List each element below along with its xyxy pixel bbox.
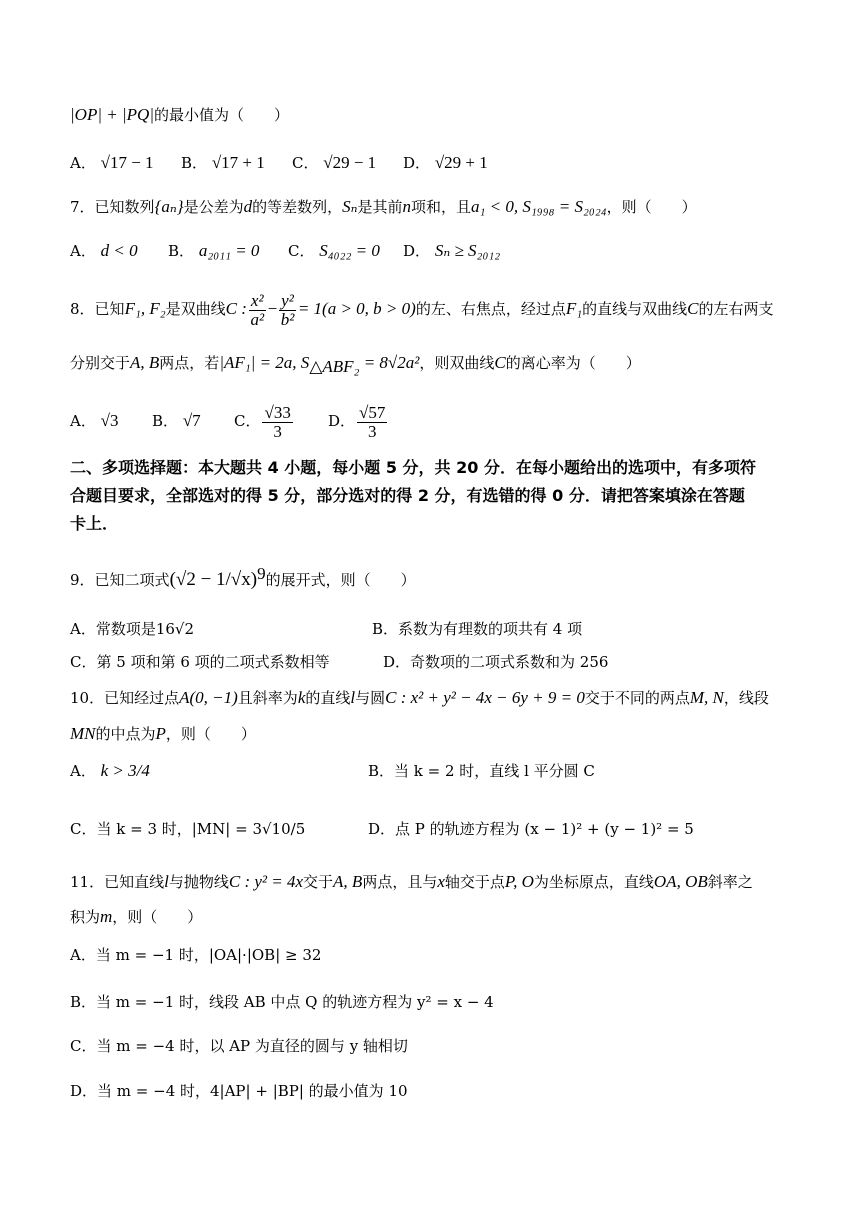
q9-option-a: A．常数项是16√2 [70, 620, 195, 638]
q8-option-b: B． √7 [152, 411, 201, 430]
q11-stem-line2: 积为m，则（ ） [70, 907, 203, 926]
q9-stem: 9．已知二项式$(√2 - 1/√x)^9$的展开式，则（ ） [70, 564, 416, 590]
q7-option-d: D． Sₙ ≥ S₂₀₁₂ [403, 241, 501, 260]
q7-stem: 7．已知数列{aₙ}是公差为d的等差数列，Sₙ是其前n项和，且a₁ < 0, S₁₉₉₈ = S₂₀₂₄，则（ ） [70, 197, 697, 216]
q10-option-a: A． k > 3/4 [70, 761, 150, 780]
q8-stem-line2: 分别交于A, B两点，若|AF₁| = 2a, $S_{\triangle ABF_2} = 8√2a^2$，则双曲线C的离心率为（ ） [70, 353, 641, 376]
q8-frac-x: $\frac{\text{x²}}{\text{a²}}$ [250, 290, 265, 329]
q9-option-c: C．第 5 项和第 6 项的二项式系数相等 [70, 653, 330, 671]
q10-option-d: D．点 P 的轨迹方程为 (x − 1)² + (y − 1)² = 5 [368, 820, 694, 838]
q9-option-d: D．奇数项的二项式系数和为 256 [383, 653, 609, 671]
q6-option-a: A． √17 − 1 [70, 153, 154, 172]
q10-stem-line1: 10．已知经过点A(0, −1)且斜率为k的直线l与圆C : x² + y² − 4x − 6y + 9 = 0交于不同的两点M, N，线段 [70, 688, 769, 707]
q8-option-a: A． √3 [70, 411, 119, 430]
q10-option-b: B．当 k = 2 时，直线 l 平分圆 C [368, 762, 595, 780]
q6-text: 的最小值为（ ） [154, 106, 290, 124]
q7-option-b: B． a₂₀₁₁ = 0 [168, 241, 260, 260]
q7-option-c: C． S₄₀₂₂ = 0 [288, 241, 380, 260]
q6-option-c: C． √29 − 1 [292, 153, 377, 172]
q6-option-b: B． √17 + 1 [181, 153, 265, 172]
q10-option-c: C．当 k = 3 时，|MN| = 3√10/5 [70, 820, 306, 838]
q6-stem-tail [70, 104, 289, 126]
q9-option-b: B．系数为有理数的项共有 4 项 [372, 620, 583, 638]
q6-expression: |OP| + |PQ| [70, 105, 154, 124]
q11-option-b: B．当 m = −1 时，线段 AB 中点 Q 的轨迹方程为 y² = x − 4 [70, 993, 494, 1011]
q11-option-d: D．当 m = −4 时，4|AP| + |BP| 的最小值为 10 [70, 1082, 408, 1100]
q11-option-c: C．当 m = −4 时，以 AP 为直径的圆与 y 轴相切 [70, 1037, 408, 1055]
q7-option-a: A． d < 0 [70, 241, 138, 260]
q6-option-d: D． √29 + 1 [403, 153, 488, 172]
q11-option-a: A．当 m = −1 时，|OA|·|OB| ≥ 32 [70, 946, 322, 964]
q10-stem-line2: MN的中点为P，则（ ） [70, 724, 256, 743]
q11-stem-line1: 11．已知直线l与抛物线C : y² = 4x交于A, B两点，且与x轴交于点P, O为坐标原点，直线OA, OB斜率之 [70, 872, 753, 891]
q8-option-d: D． $\frac{√57}{3}$ [328, 402, 386, 441]
q8-frac-y: $\frac{\text{y²}}{\text{b²}}$ [280, 290, 295, 329]
q8-option-c: C． $\frac{√33}{3}$ [234, 402, 291, 441]
section2-heading: 二、多项选择题：本大题共 4 小题，每小题 5 分，共 20 分．在每小题给出的选项中，有多项符 合题目要求，全部选对的得 5 分，部分选对的得 2 分，有选错的得 0 分．请把答案填涂在答题 卡上． [70, 458, 756, 533]
q8-stem-line1: 8．已知F₁, F₂是双曲线C : $\frac{\text{x²}}{\text{a²}}$ − $\frac{\text{y²}}{\text{b²}}$ = 1(a > 0, b > 0)的左、右焦点，经过点F₁的直线与双曲线C的左右两支 [70, 290, 774, 329]
